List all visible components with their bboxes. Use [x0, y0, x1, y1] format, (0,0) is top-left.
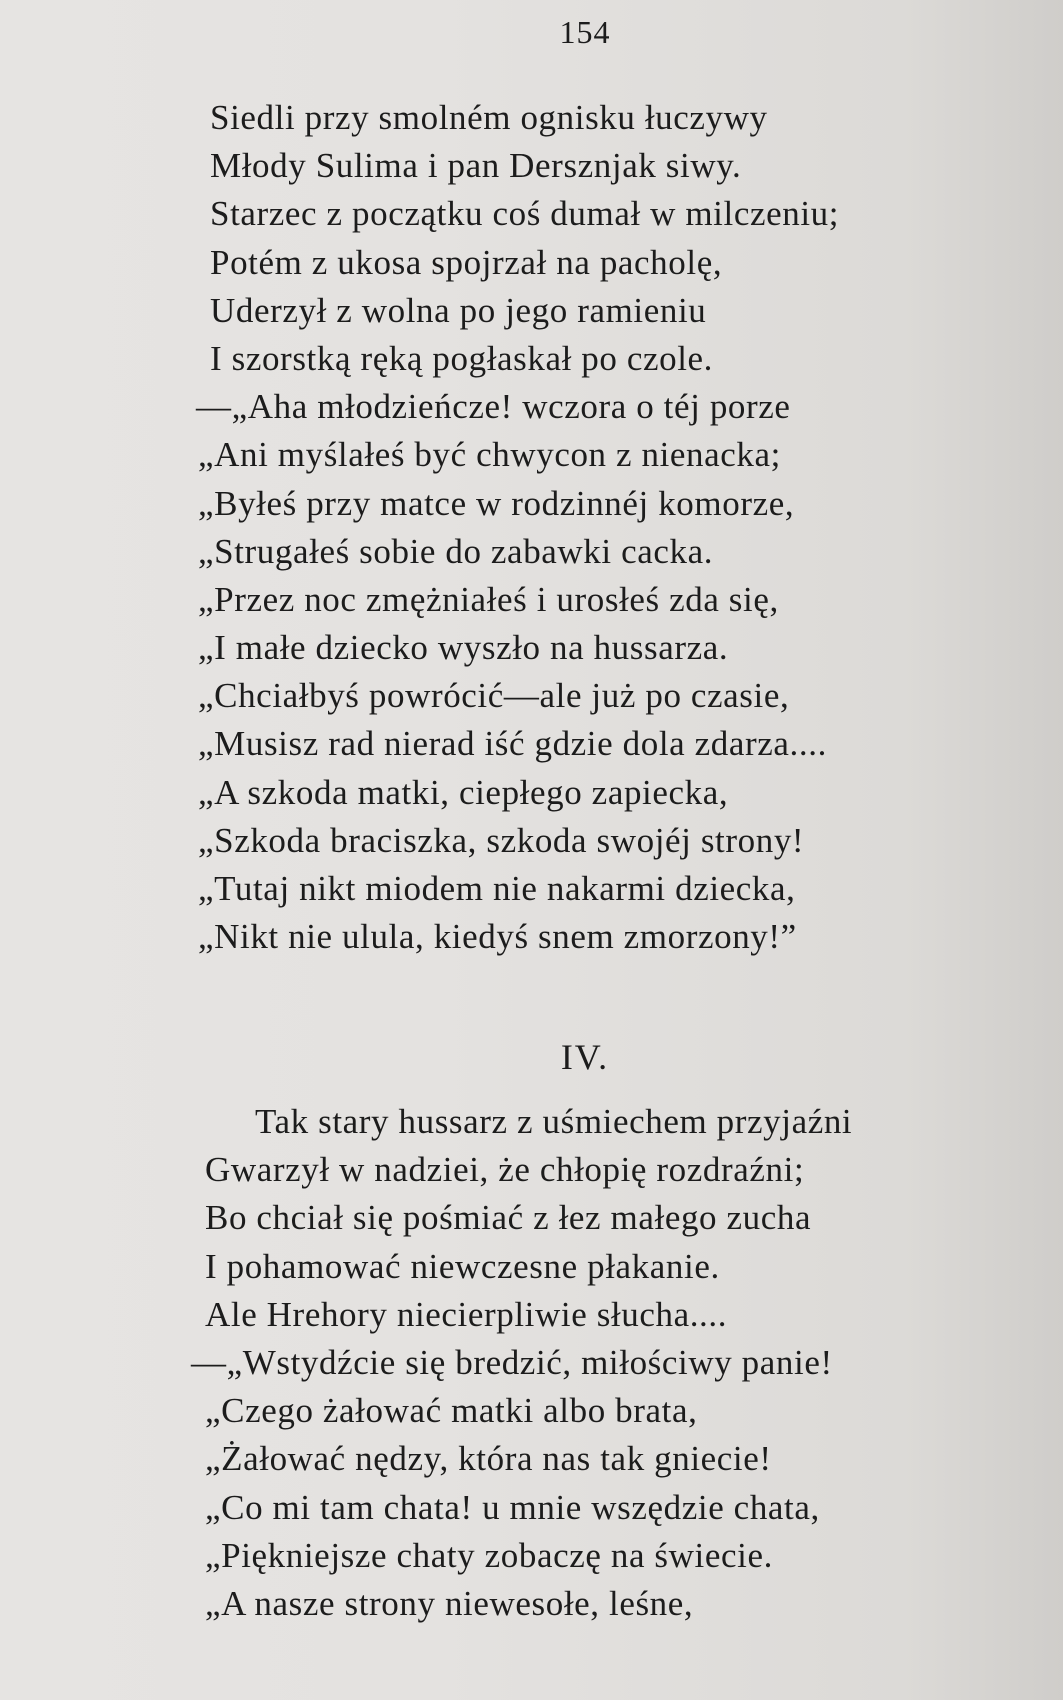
verse-line: „Musisz rad nierad iść gdzie dola zdarza.... [198, 724, 827, 764]
verse-line: „Chciałbyś powrócić—ale już po czasie, [198, 676, 790, 716]
verse-line: „Strugałeś sobie do zabawki cacka. [198, 531, 714, 571]
verse-line: „Nikt nie ulula, kiedyś snem zmorzony!” [198, 917, 797, 957]
verse-line: „Żałować nędzy, która nas tak gniecie! [205, 1439, 772, 1479]
verse-line: I pohamować niewczesne płakanie. [205, 1246, 720, 1286]
verse-line: „Czego żałować matki albo brata, [205, 1391, 698, 1431]
verse-line: „Ani myślałeś być chwycon z nienacka; [198, 435, 781, 475]
verse-line: Siedli przy smolném ognisku łuczywy [210, 98, 768, 137]
verse-line: „Co mi tam chata! u mnie wszędzie chata, [205, 1487, 820, 1527]
verse-line: „Przez noc zmężniałeś i urosłeś zda się, [198, 579, 779, 619]
verse-line: Gwarzył w nadziei, że chłopię rozdraźni; [205, 1150, 805, 1190]
verse-line: —„Wstydźcie się bredzić, miłościwy panie! [191, 1342, 833, 1382]
stanza-1 [196, 94, 1010, 961]
verse-line: Młody Sulima i pan Dersznjak siwy. [210, 146, 742, 186]
verse-line: „A szkoda matki, ciepłego zapiecka, [198, 772, 729, 812]
verse-line: Starzec z początku coś dumał w milczeniu; [210, 194, 840, 234]
verse-line: „A nasze strony niewesołe, leśne, [205, 1583, 694, 1623]
verse-line: —„Aha młodzieńcze! wczora o téj porze [196, 387, 791, 427]
verse-line: Potém z ukosa spojrzał na pacholę, [210, 242, 723, 282]
verse-line: Tak stary hussarz z uśmiechem przyjaźni [255, 1102, 853, 1141]
verse-line: Bo chciał się pośmiać z łez małego zucha [205, 1198, 812, 1238]
verse-line: „Tutaj nikt miodem nie nakarmi dziecka, [198, 869, 796, 908]
verse-line: „I małe dziecko wyszło na hussarza. [198, 628, 729, 668]
verse-line: I szorstką ręką pogłaskał po czole. [210, 338, 714, 378]
stanza-2 [191, 1098, 1035, 1628]
verse-line: Ale Hrehory niecierpliwie słucha.... [205, 1294, 728, 1334]
verse-line: Uderzył z wolna po jego ramieniu [210, 290, 707, 330]
section-heading: IV. [560, 1037, 610, 1077]
page-number: 154 [559, 14, 611, 50]
verse-line: „Szkoda braciszka, szkoda swojéj strony! [198, 820, 805, 860]
verse-line: „Piękniejsze chaty zobaczę na świecie. [205, 1535, 773, 1575]
verse-line: „Byłeś przy matce w rodzinnéj komorze, [198, 483, 795, 523]
